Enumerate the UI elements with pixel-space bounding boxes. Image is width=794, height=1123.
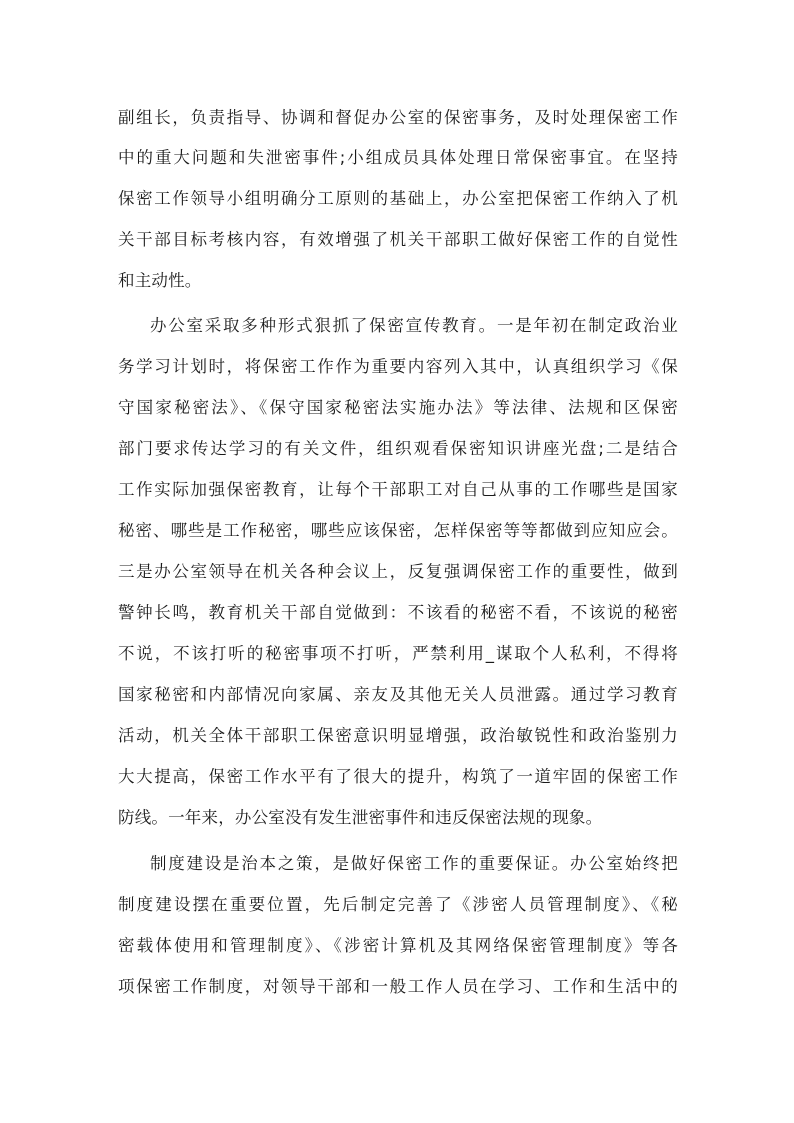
text-line: 和主动性。: [118, 271, 202, 290]
text-line: 密载体使用和管理制度》、《涉密计算机及其网络保密管理制度》等各: [118, 936, 678, 955]
text-line: 三是办公室领导在机关各种会议上，反复强调保密工作的重要性，做到: [118, 562, 678, 581]
text-line: 工作实际加强保密教育，让每个干部职工对自己从事的工作哪些是国家: [118, 480, 678, 499]
text-line: 项保密工作制度，对领导干部和一般工作人员在学习、工作和生活中的: [118, 977, 678, 996]
text-line: 务学习计划时，将保密工作作为重要内容列入其中，认真组织学习《保: [118, 357, 678, 376]
text-line: 国家秘密和内部情况向家属、亲友及其他无关人员泄露。通过学习教育: [118, 685, 678, 704]
text-line: 关干部目标考核内容，有效增强了机关干部职工做好保密工作的自觉性: [118, 230, 678, 249]
text-line: 防线。一年来，办公室没有发生泄密事件和违反保密法规的现象。: [118, 808, 603, 827]
text-line: 保密工作领导小组明确分工原则的基础上，办公室把保密工作纳入了机: [118, 189, 678, 208]
text-line: 秘密、哪些是工作秘密，哪些应该保密，怎样保密等等都做到应知应会。: [118, 521, 678, 540]
text-line: 制度建设摆在重要位置，先后制定完善了《涉密人员管理制度》、《秘: [118, 895, 678, 914]
text-line: 部门要求传达学习的有关文件，组织观看保密知识讲座光盘;二是结合: [118, 439, 678, 458]
text-line: 副组长，负责指导、协调和督促办公室的保密事务，及时处理保密工作: [118, 108, 678, 127]
text-line: 大大提高，保密工作水平有了很大的提升，构筑了一道牢固的保密工作: [118, 767, 678, 786]
text-line: 警钟长鸣，教育机关干部自觉做到：不该看的秘密不看，不该说的秘密: [118, 603, 678, 622]
text-line: 办公室采取多种形式狠抓了保密宣传教育。一是年初在制定政治业: [150, 316, 678, 335]
text-line: 活动，机关全体干部职工保密意识明显增强，政治敏锐性和政治鉴别力: [118, 726, 678, 745]
text-line: 不说，不该打听的秘密事项不打听，严禁利用_谋取个人私利，不得将: [118, 644, 678, 663]
text-line: 中的重大问题和失泄密事件;小组成员具体处理日常保密事宜。在坚持: [118, 148, 678, 167]
text-line: 守国家秘密法》、《保守国家秘密法实施办法》等法律、法规和区保密: [118, 398, 678, 417]
text-line: 制度建设是治本之策，是做好保密工作的重要保证。办公室始终把: [150, 854, 678, 873]
